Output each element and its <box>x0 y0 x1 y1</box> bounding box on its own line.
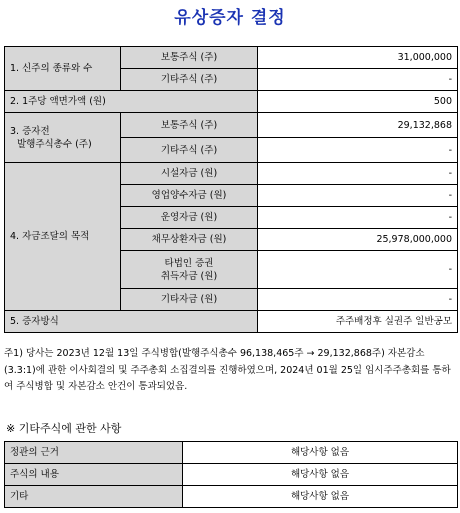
table-row <box>5 163 458 185</box>
purpose-item-label: 기타자금 (원) <box>121 289 258 311</box>
table-row <box>5 442 458 464</box>
par-value: 500 <box>258 91 458 113</box>
par-label: 2. 1주당 액면가액 (원) <box>5 91 258 113</box>
shares-common-label: 보통주식 (주) <box>121 47 258 69</box>
shares-other-label: 기타주식 (주) <box>121 69 258 91</box>
page-title: 유상증자 결정 <box>174 8 286 28</box>
outstanding-other-value: - <box>258 138 458 163</box>
purpose-label: 4. 자금조달의 목적 <box>5 163 121 311</box>
table-row <box>5 311 458 333</box>
purpose-item-value: - <box>258 185 458 207</box>
other-row-value: 해당사항 없음 <box>183 486 458 508</box>
table-row <box>5 113 458 138</box>
shares-common-value: 31,000,000 <box>258 47 458 69</box>
outstanding-common-label: 보통주식 (주) <box>121 113 258 138</box>
footnote: 주1) 당사는 2023년 12월 13일 주식병합(발행주식총수 96,138,465주 → 29,132,868주) 자본감소(3.3:1)에 관한 이사회결의 및 주주총회 소집결의를 진행하였으며, 2024년 01월 25일 임시주주총회를 통하여 주식병합 및 자본감소 안건이 통과되었음. <box>4 348 451 392</box>
rights-offering-table <box>4 46 458 333</box>
other-row-label: 주식의 내용 <box>5 464 183 486</box>
table-row <box>5 486 458 508</box>
purpose-item-label-line2: 취득자금 (원) <box>160 270 218 282</box>
other-row-value: 해당사항 없음 <box>183 442 458 464</box>
table-row <box>5 91 458 113</box>
other-shares-table <box>4 441 458 508</box>
outstanding-label-line2: 발행주식총수 (주) <box>17 138 92 150</box>
purpose-item-label: 영업양수자금 (원) <box>121 185 258 207</box>
outstanding-other-label: 기타주식 (주) <box>121 138 258 163</box>
purpose-item-value: 25,978,000,000 <box>258 229 458 251</box>
purpose-item-label: 채무상환자금 (원) <box>121 229 258 251</box>
shares-label: 1. 신주의 종류와 수 <box>5 47 121 91</box>
table-row <box>5 47 458 69</box>
shares-other-value: - <box>258 69 458 91</box>
purpose-item-label: 운영자금 (원) <box>121 207 258 229</box>
purpose-item-value: - <box>258 289 458 311</box>
other-shares-heading: ※ 기타주식에 관한 사항 <box>6 422 122 435</box>
other-row-label: 기타 <box>5 486 183 508</box>
purpose-item-label: 시설자금 (원) <box>121 163 258 185</box>
other-row-value: 해당사항 없음 <box>183 464 458 486</box>
purpose-item-label <box>121 251 258 289</box>
outstanding-label-line1: 3. 증자전 <box>10 125 50 137</box>
method-label: 5. 증자방식 <box>5 311 258 333</box>
outstanding-label <box>5 113 121 163</box>
purpose-item-value: - <box>258 207 458 229</box>
method-value: 주주배정후 실권주 일반공모 <box>258 311 458 333</box>
table-row <box>5 464 458 486</box>
purpose-item-value: - <box>258 163 458 185</box>
purpose-item-label-line1: 타법인 증권 <box>164 257 214 269</box>
outstanding-common-value: 29,132,868 <box>258 113 458 138</box>
purpose-item-value: - <box>258 251 458 289</box>
other-row-label: 정관의 근거 <box>5 442 183 464</box>
